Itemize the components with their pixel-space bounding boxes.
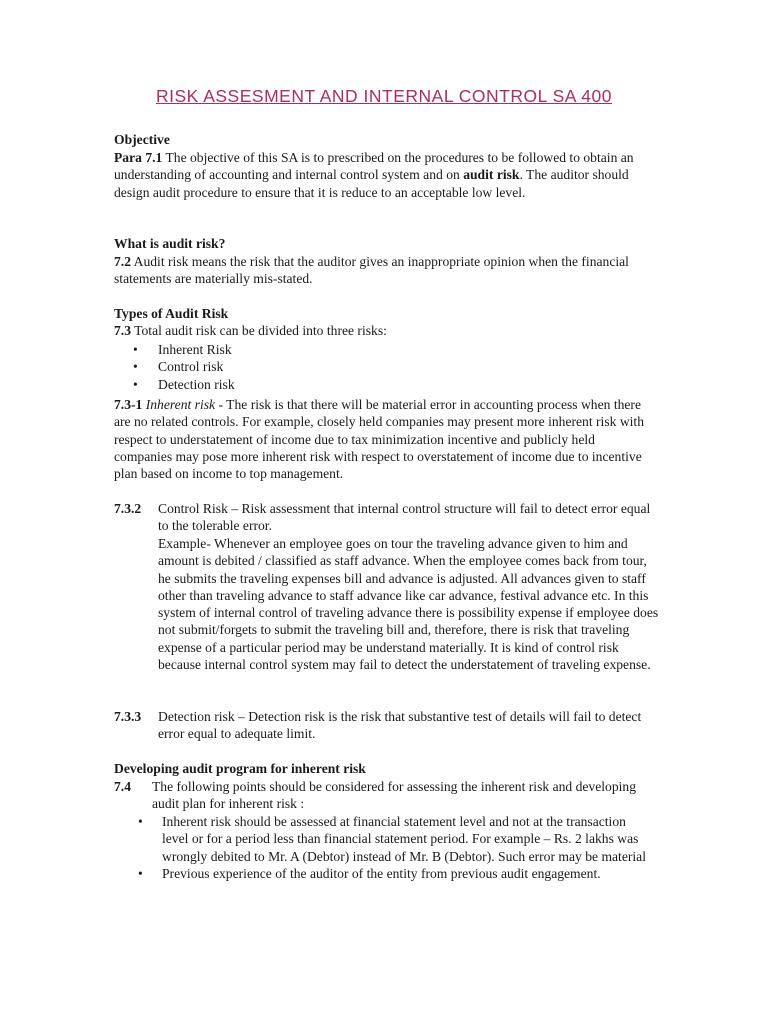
para-label: Para 7.1 — [114, 150, 163, 165]
inherent-risk-text: - The risk is that there will be material error in accounting process when there are no related controls. For example, closely held companies may present more inherent risk with respect to understatement of income due to tax minimization incentive and publicly held companies may pose more inherent risk with respect to overstatement of income due to incentive plan based on income to top management. — [114, 397, 644, 482]
section-number: 7.3 — [114, 323, 131, 338]
control-risk-example: Example- Whenever an employee goes on tour the traveling advance given to him and amount is debited / classified as staff advance. When the employee comes back from tour, he submits the traveling expenses bill and advance is adjusted. All advances given to staff other than traveling advance to staff advance like car advance, festival advance etc. In this system of internal control of traveling advance there is possibility expense if employee does not submit/forgets to submit the traveling bill and, therefore, there is risk that traveling expense of a particular period may be understand materially. It is kind of control risk because internal control system may fail to detect the understatement of traveling expense. — [158, 536, 659, 673]
inherent-risk-term: Inherent risk — [145, 397, 216, 412]
list-item: • Control risk — [114, 358, 656, 375]
section-number: 7.3.2 — [114, 501, 142, 516]
developing-text: The following points should be considered for assessing the inherent risk and developing audit plan for inherent risk : — [152, 779, 636, 812]
section-number: 7.4 — [114, 779, 131, 794]
developing-heading: Developing audit program for inherent risk — [114, 761, 366, 776]
detection-risk-text: Detection risk – Detection risk is the risk that substantive test of details will fail to detect error equal to adequate limit. — [158, 709, 642, 742]
audit-risk-text: Audit risk means the risk that the auditor gives an inappropriate opinion when the financial statements are materially mis-stated. — [114, 254, 629, 287]
list-item: • Inherent Risk — [114, 341, 656, 358]
section-number: 7.3.3 — [114, 709, 142, 724]
audit-risk-heading: What is audit risk? — [114, 236, 226, 251]
risk-types-list — [114, 341, 656, 393]
objective-text-before: The objective of this SA is to prescribed on the procedures to be followed to obtain an understanding of accounting and internal control system and on — [114, 150, 634, 183]
control-risk-text: Control Risk – Risk assessment that internal control structure will fail to detect error equal to the tolerable error. — [158, 501, 651, 534]
objective-heading: Objective — [114, 132, 170, 147]
section-number: 7.3-1 — [114, 397, 143, 412]
audit-risk-term: audit risk — [463, 167, 520, 183]
types-heading: Types of Audit Risk — [114, 306, 229, 321]
inherent-risk-points-list — [114, 813, 654, 882]
section-number: 7.2 — [114, 254, 131, 269]
inherent-risk-paragraph — [114, 396, 656, 482]
list-item: • Inherent risk should be assessed at financial statement level and not at the transaction level or for a period less than financial statement period. For example – Rs. 2 lakhs was wrongly debited to Mr. A (Debtor) instead of Mr. B (Debtor). Such error may be material — [114, 813, 654, 865]
types-paragraph — [114, 322, 656, 339]
objective-text-after: . The auditor should design audit procedure to ensure that it is reduce to an acceptable low level. — [114, 167, 629, 200]
list-item: • Detection risk — [114, 376, 656, 393]
types-text: Total audit risk can be divided into three risks: — [131, 323, 387, 338]
document-title: RISK ASSESMENT AND INTERNAL CONTROL SA 400 — [155, 86, 613, 106]
list-item: • Previous experience of the auditor of the entity from previous audit engagement. — [114, 865, 654, 882]
objective-paragraph — [114, 149, 656, 201]
audit-risk-paragraph — [114, 253, 656, 288]
